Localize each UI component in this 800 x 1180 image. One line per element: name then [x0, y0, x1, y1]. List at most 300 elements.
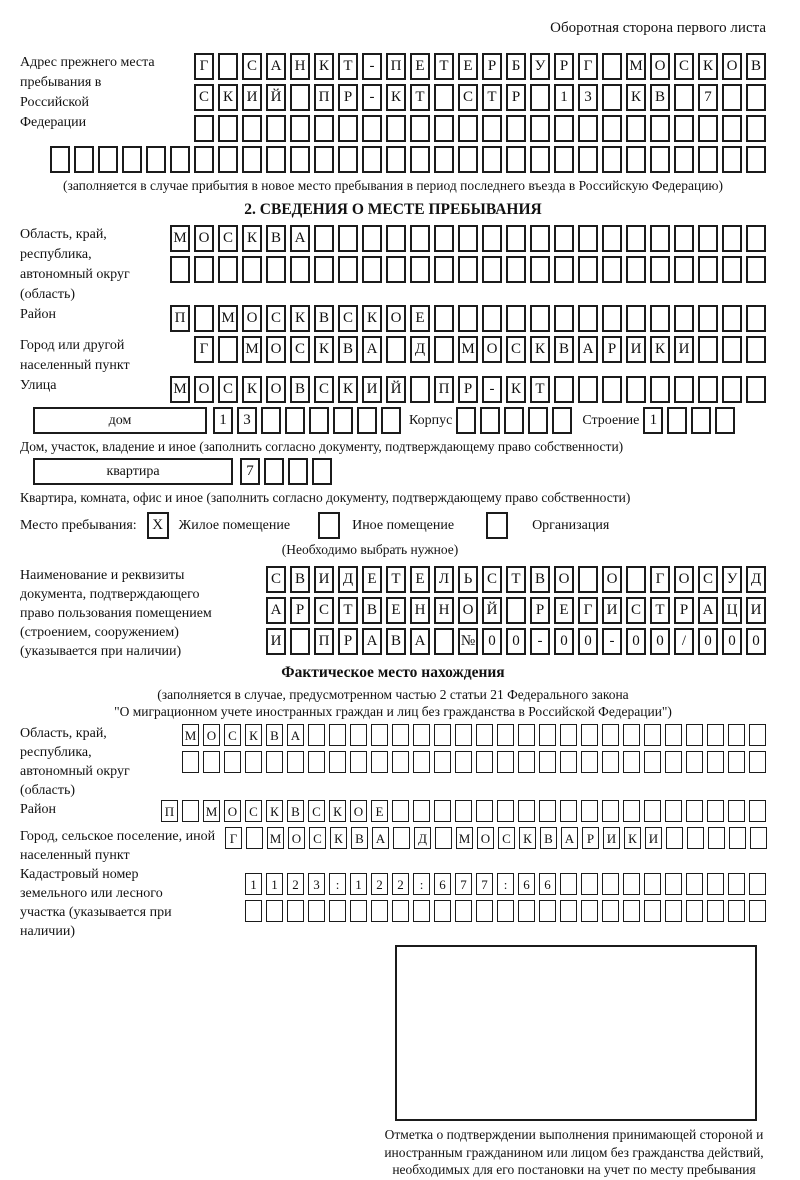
char-cell[interactable]	[362, 225, 382, 252]
char-cell[interactable]	[371, 751, 388, 773]
char-cell[interactable]	[497, 900, 514, 922]
char-cell[interactable]	[476, 800, 493, 822]
char-cell[interactable]	[698, 225, 718, 252]
char-cell[interactable]	[665, 800, 682, 822]
char-cell[interactable]	[434, 724, 451, 746]
char-cell[interactable]	[371, 900, 388, 922]
char-cell[interactable]	[314, 115, 334, 142]
char-cell[interactable]	[482, 225, 502, 252]
char-cell[interactable]	[506, 597, 526, 624]
char-cell[interactable]	[392, 800, 409, 822]
char-cell[interactable]	[626, 256, 646, 283]
char-cell[interactable]	[722, 256, 742, 283]
char-cell[interactable]	[626, 376, 646, 403]
char-cell[interactable]	[674, 146, 694, 173]
char-cell[interactable]	[170, 146, 190, 173]
char-cell[interactable]	[413, 800, 430, 822]
char-cell[interactable]: В	[290, 376, 310, 403]
char-cell[interactable]	[218, 115, 238, 142]
char-cell[interactable]	[203, 751, 220, 773]
char-cell[interactable]: М	[626, 53, 646, 80]
char-cell[interactable]	[746, 84, 766, 111]
char-cell[interactable]	[554, 225, 574, 252]
char-cell[interactable]: Т	[338, 53, 358, 80]
char-cell[interactable]	[290, 628, 310, 655]
char-cell[interactable]	[476, 724, 493, 746]
char-cell[interactable]	[218, 146, 238, 173]
char-cell[interactable]	[242, 115, 262, 142]
char-cell[interactable]	[722, 305, 742, 332]
char-cell[interactable]: К	[698, 53, 718, 80]
char-cell[interactable]: 1	[266, 873, 283, 895]
char-cell[interactable]	[458, 115, 478, 142]
char-cell[interactable]	[707, 900, 724, 922]
char-cell[interactable]	[194, 305, 214, 332]
char-cell[interactable]	[518, 751, 535, 773]
char-cell[interactable]: Р	[506, 84, 526, 111]
checkbox-inoe[interactable]	[318, 512, 340, 539]
char-cell[interactable]	[261, 407, 281, 434]
char-cell[interactable]	[530, 146, 550, 173]
char-cell[interactable]: С	[626, 597, 646, 624]
char-cell[interactable]: И	[746, 597, 766, 624]
char-cell[interactable]: Е	[410, 566, 430, 593]
char-cell[interactable]: Т	[386, 566, 406, 593]
char-cell[interactable]: У	[530, 53, 550, 80]
char-cell[interactable]	[194, 256, 214, 283]
char-cell[interactable]: Г	[194, 336, 214, 363]
char-cell[interactable]	[362, 146, 382, 173]
char-cell[interactable]: Р	[554, 53, 574, 80]
char-cell[interactable]	[749, 751, 766, 773]
char-cell[interactable]: П	[161, 800, 178, 822]
char-cell[interactable]: С	[498, 827, 515, 849]
char-cell[interactable]: К	[290, 305, 310, 332]
char-cell[interactable]: К	[329, 800, 346, 822]
char-cell[interactable]	[750, 827, 767, 849]
char-cell[interactable]	[686, 724, 703, 746]
char-cell[interactable]: 1	[643, 407, 663, 434]
char-cell[interactable]: 6	[518, 873, 535, 895]
char-cell[interactable]: К	[650, 336, 670, 363]
char-cell[interactable]: С	[698, 566, 718, 593]
char-cell[interactable]: С	[338, 305, 358, 332]
char-cell[interactable]	[434, 225, 454, 252]
char-cell[interactable]	[287, 751, 304, 773]
char-cell[interactable]	[312, 458, 332, 485]
char-cell[interactable]: П	[386, 53, 406, 80]
char-cell[interactable]	[715, 407, 735, 434]
char-cell[interactable]	[729, 827, 746, 849]
char-cell[interactable]	[623, 751, 640, 773]
char-cell[interactable]	[434, 305, 454, 332]
char-cell[interactable]: С	[308, 800, 325, 822]
char-cell[interactable]	[686, 751, 703, 773]
char-cell[interactable]: О	[482, 336, 502, 363]
char-cell[interactable]	[728, 900, 745, 922]
char-cell[interactable]: 7	[476, 873, 493, 895]
char-cell[interactable]	[506, 256, 526, 283]
char-cell[interactable]	[434, 115, 454, 142]
char-cell[interactable]	[698, 376, 718, 403]
char-cell[interactable]	[497, 751, 514, 773]
char-cell[interactable]	[686, 800, 703, 822]
char-cell[interactable]	[518, 800, 535, 822]
char-cell[interactable]	[497, 800, 514, 822]
char-cell[interactable]: 0	[482, 628, 502, 655]
char-cell[interactable]	[746, 256, 766, 283]
char-cell[interactable]	[308, 751, 325, 773]
char-cell[interactable]	[581, 724, 598, 746]
char-cell[interactable]: К	[626, 84, 646, 111]
char-cell[interactable]	[455, 724, 472, 746]
char-cell[interactable]	[455, 800, 472, 822]
char-cell[interactable]	[458, 256, 478, 283]
char-cell[interactable]	[329, 724, 346, 746]
char-cell[interactable]: И	[314, 566, 334, 593]
char-cell[interactable]: К	[314, 336, 334, 363]
char-cell[interactable]: К	[506, 376, 526, 403]
char-cell[interactable]: 7	[698, 84, 718, 111]
char-cell[interactable]: О	[266, 336, 286, 363]
char-cell[interactable]: С	[309, 827, 326, 849]
char-cell[interactable]	[504, 407, 524, 434]
char-cell[interactable]: В	[266, 724, 283, 746]
char-cell[interactable]	[458, 225, 478, 252]
char-cell[interactable]	[578, 225, 598, 252]
char-cell[interactable]: Р	[338, 628, 358, 655]
char-cell[interactable]: К	[245, 724, 262, 746]
char-cell[interactable]	[722, 115, 742, 142]
char-cell[interactable]: 6	[434, 873, 451, 895]
char-cell[interactable]: Е	[410, 305, 430, 332]
house-type-box[interactable]: дом	[33, 407, 207, 434]
char-cell[interactable]: -	[530, 628, 550, 655]
char-cell[interactable]	[560, 724, 577, 746]
char-cell[interactable]: Г	[225, 827, 242, 849]
char-cell[interactable]	[749, 800, 766, 822]
char-cell[interactable]	[381, 407, 401, 434]
char-cell[interactable]: К	[330, 827, 347, 849]
char-cell[interactable]	[392, 900, 409, 922]
char-cell[interactable]: Т	[530, 376, 550, 403]
char-cell[interactable]	[650, 256, 670, 283]
char-cell[interactable]	[506, 305, 526, 332]
char-cell[interactable]	[434, 900, 451, 922]
char-cell[interactable]	[698, 305, 718, 332]
char-cell[interactable]: О	[458, 597, 478, 624]
char-cell[interactable]	[602, 53, 622, 80]
char-cell[interactable]	[338, 225, 358, 252]
char-cell[interactable]	[224, 751, 241, 773]
char-cell[interactable]: М	[456, 827, 473, 849]
char-cell[interactable]: Г	[578, 597, 598, 624]
char-cell[interactable]	[338, 256, 358, 283]
char-cell[interactable]: 2	[392, 873, 409, 895]
char-cell[interactable]	[602, 376, 622, 403]
char-cell[interactable]: О	[194, 376, 214, 403]
char-cell[interactable]	[674, 115, 694, 142]
char-cell[interactable]: Р	[530, 597, 550, 624]
char-cell[interactable]	[686, 873, 703, 895]
char-cell[interactable]: В	[540, 827, 557, 849]
char-cell[interactable]	[182, 751, 199, 773]
char-cell[interactable]: -	[482, 376, 502, 403]
char-cell[interactable]	[644, 751, 661, 773]
char-cell[interactable]: Й	[386, 376, 406, 403]
char-cell[interactable]: В	[530, 566, 550, 593]
char-cell[interactable]	[245, 751, 262, 773]
char-cell[interactable]	[386, 256, 406, 283]
char-cell[interactable]	[480, 407, 500, 434]
char-cell[interactable]	[288, 458, 308, 485]
char-cell[interactable]	[314, 146, 334, 173]
char-cell[interactable]	[578, 146, 598, 173]
char-cell[interactable]: -	[602, 628, 622, 655]
char-cell[interactable]	[665, 900, 682, 922]
char-cell[interactable]: Е	[554, 597, 574, 624]
char-cell[interactable]: Е	[362, 566, 382, 593]
char-cell[interactable]: М	[218, 305, 238, 332]
char-cell[interactable]: /	[674, 628, 694, 655]
char-cell[interactable]: А	[410, 628, 430, 655]
char-cell[interactable]: В	[290, 566, 310, 593]
char-cell[interactable]	[456, 407, 476, 434]
char-cell[interactable]	[554, 376, 574, 403]
char-cell[interactable]: Б	[506, 53, 526, 80]
char-cell[interactable]	[458, 305, 478, 332]
char-cell[interactable]	[122, 146, 142, 173]
char-cell[interactable]: В	[287, 800, 304, 822]
char-cell[interactable]	[246, 827, 263, 849]
char-cell[interactable]	[386, 115, 406, 142]
char-cell[interactable]	[266, 900, 283, 922]
char-cell[interactable]	[602, 115, 622, 142]
char-cell[interactable]: С	[290, 336, 310, 363]
char-cell[interactable]: Д	[410, 336, 430, 363]
char-cell[interactable]	[728, 724, 745, 746]
char-cell[interactable]	[266, 751, 283, 773]
char-cell[interactable]	[362, 256, 382, 283]
char-cell[interactable]: А	[561, 827, 578, 849]
char-cell[interactable]: К	[362, 305, 382, 332]
char-cell[interactable]: В	[338, 336, 358, 363]
char-cell[interactable]	[386, 336, 406, 363]
char-cell[interactable]: С	[266, 305, 286, 332]
char-cell[interactable]	[476, 900, 493, 922]
char-cell[interactable]	[626, 225, 646, 252]
char-cell[interactable]	[698, 256, 718, 283]
char-cell[interactable]: К	[314, 53, 334, 80]
char-cell[interactable]	[707, 873, 724, 895]
char-cell[interactable]: С	[266, 566, 286, 593]
char-cell[interactable]	[410, 225, 430, 252]
char-cell[interactable]	[146, 146, 166, 173]
char-cell[interactable]	[728, 800, 745, 822]
char-cell[interactable]: 0	[746, 628, 766, 655]
char-cell[interactable]	[308, 724, 325, 746]
char-cell[interactable]	[530, 225, 550, 252]
char-cell[interactable]: Д	[746, 566, 766, 593]
char-cell[interactable]	[674, 305, 694, 332]
char-cell[interactable]: Т	[650, 597, 670, 624]
char-cell[interactable]: Т	[338, 597, 358, 624]
char-cell[interactable]: 1	[554, 84, 574, 111]
char-cell[interactable]	[482, 305, 502, 332]
char-cell[interactable]	[266, 115, 286, 142]
char-cell[interactable]: Д	[414, 827, 431, 849]
char-cell[interactable]	[626, 305, 646, 332]
char-cell[interactable]	[602, 800, 619, 822]
char-cell[interactable]: В	[351, 827, 368, 849]
char-cell[interactable]: О	[350, 800, 367, 822]
char-cell[interactable]: О	[242, 305, 262, 332]
char-cell[interactable]	[392, 751, 409, 773]
char-cell[interactable]	[746, 376, 766, 403]
char-cell[interactable]	[458, 146, 478, 173]
char-cell[interactable]	[602, 305, 622, 332]
char-cell[interactable]: И	[266, 628, 286, 655]
char-cell[interactable]: №	[458, 628, 478, 655]
char-cell[interactable]	[623, 800, 640, 822]
char-cell[interactable]: К	[519, 827, 536, 849]
char-cell[interactable]	[218, 53, 238, 80]
char-cell[interactable]	[560, 873, 577, 895]
char-cell[interactable]: К	[218, 84, 238, 111]
char-cell[interactable]	[665, 724, 682, 746]
char-cell[interactable]: Н	[434, 597, 454, 624]
char-cell[interactable]: Й	[482, 597, 502, 624]
char-cell[interactable]	[674, 376, 694, 403]
char-cell[interactable]	[722, 146, 742, 173]
char-cell[interactable]: О	[722, 53, 742, 80]
char-cell[interactable]: А	[362, 336, 382, 363]
char-cell[interactable]: 0	[698, 628, 718, 655]
char-cell[interactable]	[434, 751, 451, 773]
char-cell[interactable]	[455, 751, 472, 773]
char-cell[interactable]: 2	[371, 873, 388, 895]
char-cell[interactable]	[722, 376, 742, 403]
char-cell[interactable]: О	[554, 566, 574, 593]
char-cell[interactable]: Р	[290, 597, 310, 624]
char-cell[interactable]: 0	[722, 628, 742, 655]
char-cell[interactable]	[338, 146, 358, 173]
char-cell[interactable]	[650, 115, 670, 142]
char-cell[interactable]: А	[698, 597, 718, 624]
char-cell[interactable]: У	[722, 566, 742, 593]
char-cell[interactable]: С	[314, 376, 334, 403]
char-cell[interactable]	[746, 225, 766, 252]
char-cell[interactable]	[644, 873, 661, 895]
char-cell[interactable]: И	[602, 597, 622, 624]
char-cell[interactable]: -	[362, 84, 382, 111]
char-cell[interactable]	[581, 873, 598, 895]
char-cell[interactable]: Д	[338, 566, 358, 593]
char-cell[interactable]	[623, 873, 640, 895]
char-cell[interactable]: М	[170, 225, 190, 252]
char-cell[interactable]	[410, 146, 430, 173]
char-cell[interactable]: О	[674, 566, 694, 593]
char-cell[interactable]	[644, 900, 661, 922]
char-cell[interactable]: :	[497, 873, 514, 895]
char-cell[interactable]: В	[266, 225, 286, 252]
char-cell[interactable]	[530, 256, 550, 283]
char-cell[interactable]: И	[626, 336, 646, 363]
char-cell[interactable]: 0	[578, 628, 598, 655]
char-cell[interactable]: Н	[410, 597, 430, 624]
char-cell[interactable]	[482, 115, 502, 142]
char-cell[interactable]	[434, 628, 454, 655]
char-cell[interactable]	[602, 900, 619, 922]
char-cell[interactable]: В	[650, 84, 670, 111]
char-cell[interactable]: И	[645, 827, 662, 849]
char-cell[interactable]: П	[314, 628, 334, 655]
checkbox-zhiloe[interactable]: X	[147, 512, 169, 539]
char-cell[interactable]	[266, 256, 286, 283]
checkbox-org[interactable]	[486, 512, 508, 539]
char-cell[interactable]	[554, 305, 574, 332]
char-cell[interactable]	[333, 407, 353, 434]
char-cell[interactable]	[338, 115, 358, 142]
char-cell[interactable]: С	[245, 800, 262, 822]
char-cell[interactable]: С	[194, 84, 214, 111]
char-cell[interactable]	[722, 84, 742, 111]
char-cell[interactable]	[650, 376, 670, 403]
char-cell[interactable]: :	[413, 873, 430, 895]
char-cell[interactable]: О	[288, 827, 305, 849]
char-cell[interactable]: 3	[578, 84, 598, 111]
char-cell[interactable]: А	[266, 597, 286, 624]
char-cell[interactable]	[506, 225, 526, 252]
char-cell[interactable]	[554, 146, 574, 173]
char-cell[interactable]	[242, 146, 262, 173]
char-cell[interactable]	[674, 256, 694, 283]
char-cell[interactable]	[530, 305, 550, 332]
char-cell[interactable]: -	[362, 53, 382, 80]
char-cell[interactable]: Ь	[458, 566, 478, 593]
char-cell[interactable]: Й	[266, 84, 286, 111]
char-cell[interactable]: Ц	[722, 597, 742, 624]
char-cell[interactable]	[410, 115, 430, 142]
char-cell[interactable]	[728, 873, 745, 895]
char-cell[interactable]	[560, 800, 577, 822]
char-cell[interactable]	[674, 225, 694, 252]
char-cell[interactable]: П	[170, 305, 190, 332]
char-cell[interactable]: Е	[371, 800, 388, 822]
char-cell[interactable]	[287, 900, 304, 922]
char-cell[interactable]: 0	[650, 628, 670, 655]
char-cell[interactable]: 1	[213, 407, 233, 434]
char-cell[interactable]	[50, 146, 70, 173]
char-cell[interactable]	[285, 407, 305, 434]
char-cell[interactable]	[707, 800, 724, 822]
char-cell[interactable]: Р	[674, 597, 694, 624]
char-cell[interactable]	[434, 84, 454, 111]
char-cell[interactable]	[410, 256, 430, 283]
char-cell[interactable]	[435, 827, 452, 849]
char-cell[interactable]	[687, 827, 704, 849]
char-cell[interactable]	[578, 256, 598, 283]
char-cell[interactable]	[350, 724, 367, 746]
char-cell[interactable]: А	[290, 225, 310, 252]
char-cell[interactable]	[626, 566, 646, 593]
char-cell[interactable]	[413, 900, 430, 922]
char-cell[interactable]: М	[203, 800, 220, 822]
char-cell[interactable]: А	[287, 724, 304, 746]
char-cell[interactable]: 6	[539, 873, 556, 895]
char-cell[interactable]: С	[458, 84, 478, 111]
char-cell[interactable]	[749, 873, 766, 895]
